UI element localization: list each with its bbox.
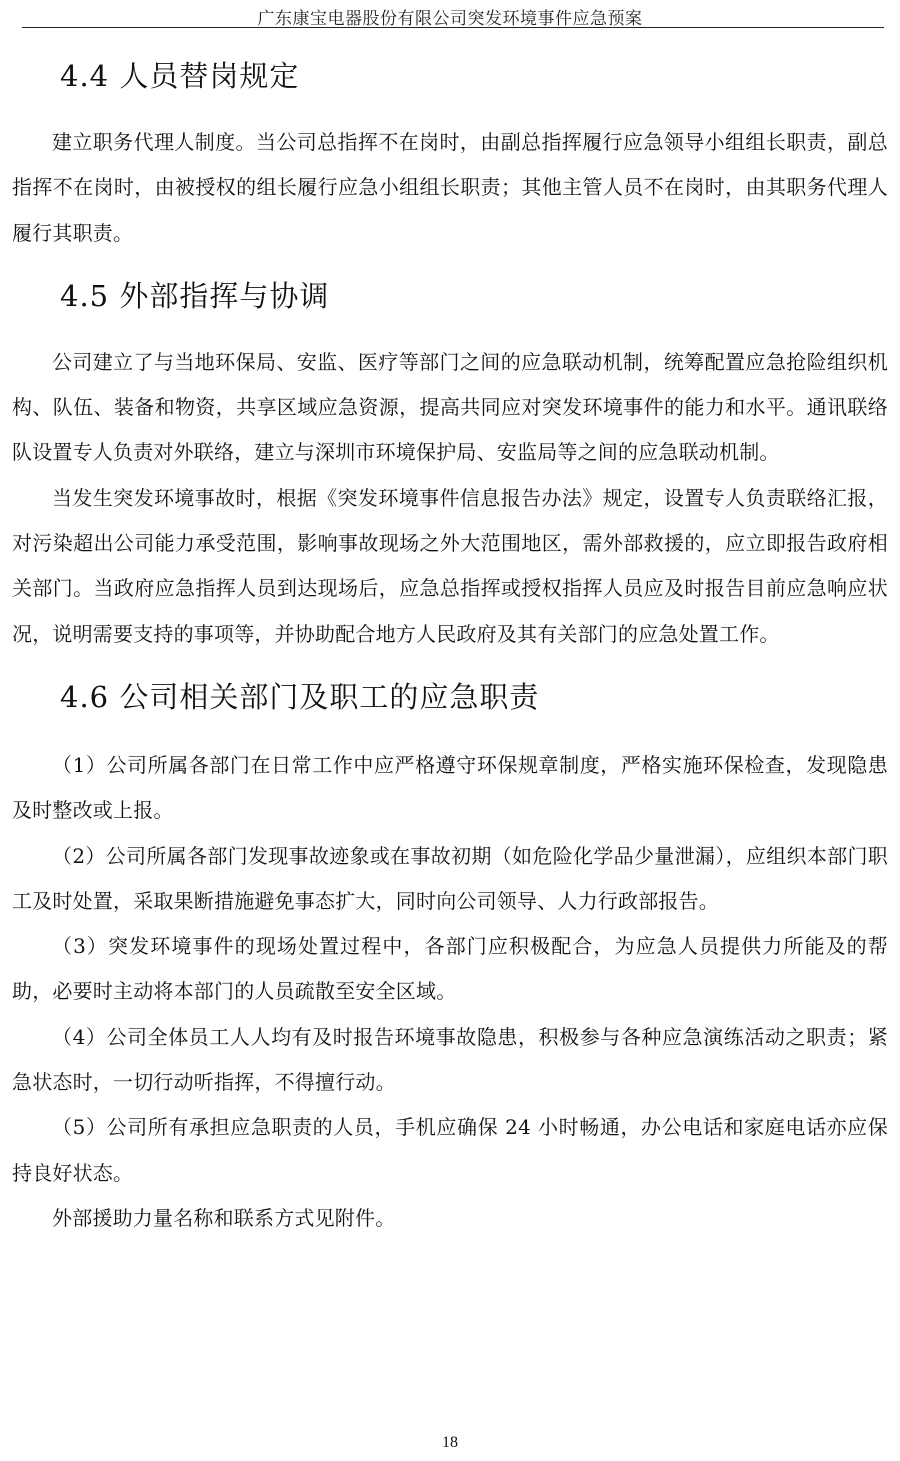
paragraph: 当发生突发环境事故时，根据《突发环境事件信息报告办法》规定，设置专人负责联络汇报，对污染超出公司能力承受范围，影响事故现场之外大范围地区，需外部救援的，应立即报告政府相关部门。当政府应急指挥人员到达现场后，应急总指挥或授权指挥人员应及时报告目前应急响应状况，说明需要支持的事项等，并协助配合地方人民政府及其有关部门的应急处置工作。: [12, 485, 888, 646]
section-4-4: [12, 50, 888, 256]
paragraph: （1）公司所属各部门在日常工作中应严格遵守环保规章制度，严格实施环保检查，发现隐患及时整改或上报。: [12, 752, 888, 823]
page-body: [12, 50, 888, 1241]
paragraph: （4）公司全体员工人人均有及时报告环境事故隐患，积极参与各种应急演练活动之职责；紧急状态时，一切行动听指挥，不得擅行动。: [12, 1024, 888, 1095]
section-heading: 4.4 人员替岗规定: [60, 59, 300, 93]
paragraph: 建立职务代理人制度。当公司总指挥不在岗时，由副总指挥履行应急领导小组组长职责，副总指挥不在岗时，由被授权的组长履行应急小组组长职责；其他主管人员不在岗时，由其职务代理人履行其职责。: [12, 130, 888, 245]
paragraph: 外部援助力量名称和联系方式见附件。: [52, 1205, 396, 1230]
page-number: 18: [442, 1434, 458, 1451]
section-4-6: [12, 671, 888, 1241]
header-divider: [22, 27, 884, 28]
paragraph: （5）公司所有承担应急职责的人员，手机应确保 24 小时畅通，办公电话和家庭电话亦应保持良好状态。: [12, 1115, 888, 1185]
paragraph: （3）突发环境事件的现场处置过程中，各部门应积极配合，为应急人员提供力所能及的帮助，必要时主动将本部门的人员疏散至安全区域。: [12, 934, 888, 1004]
section-heading: 4.5 外部指挥与协调: [60, 278, 330, 313]
paragraph: （2）公司所属各部门发现事故迹象或在事故初期（如危险化学品少量泄漏），应组织本部门职工及时处置，采取果断措施避免事态扩大，同时向公司领导、人力行政部报告。: [12, 843, 888, 913]
section-heading: 4.6 公司相关部门及职工的应急职责: [60, 679, 540, 714]
paragraph: 公司建立了与当地环保局、安监、医疗等部门之间的应急联动机制，统筹配置应急抢险组织机构、队伍、装备和物资，共享区域应急资源，提高共同应对突发环境事件的能力和水平。通讯联络队设置专人负责对外联络，建立与深圳市环境保护局、安监局等之间的应急联动机制。: [12, 349, 888, 465]
section-4-5: [12, 270, 888, 657]
page-header: 广东康宝电器股份有限公司突发环境事件应急预案: [257, 9, 643, 29]
